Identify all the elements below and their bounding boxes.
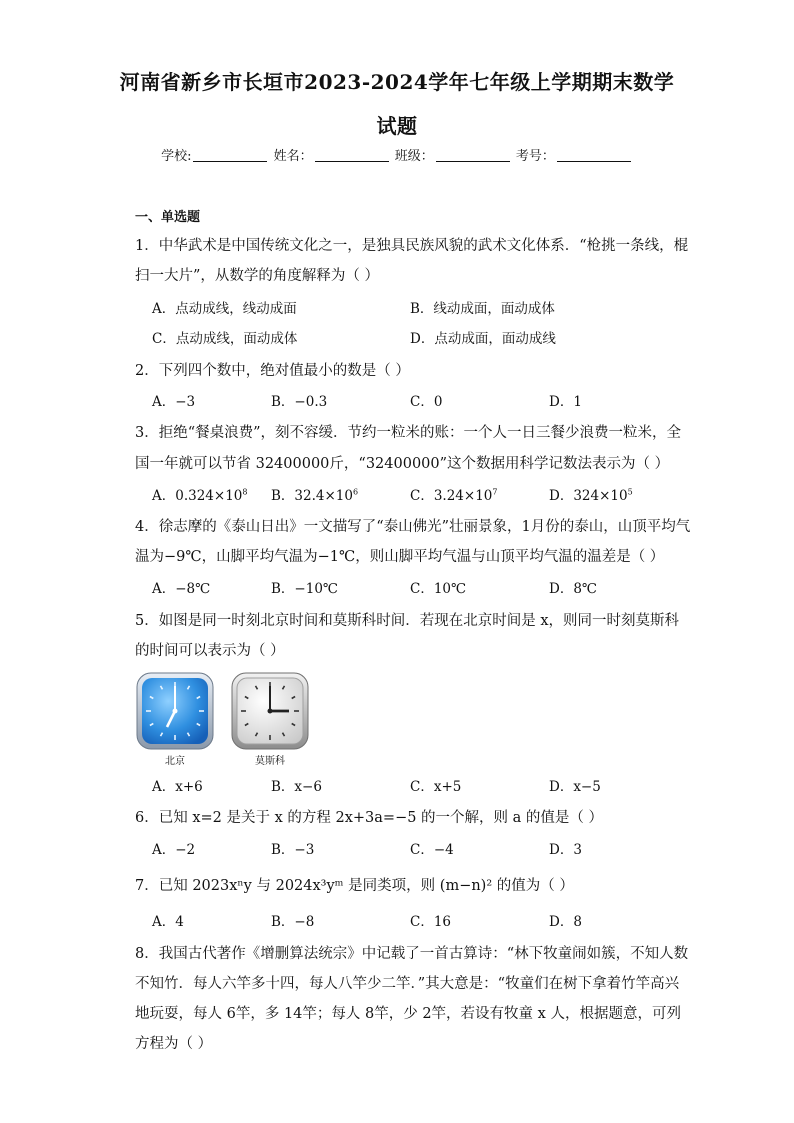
q1-option-a: A．点动成线，线动成面 <box>152 301 297 317</box>
question-1-line-2: 扫一大片”，从数学的角度解释为（ ） <box>135 268 380 284</box>
question-3-line-2: 国一年就可以节省 32400000斤，“32400000”这个数据用科学记数法表示为（ ） <box>135 456 670 472</box>
clock-icon <box>231 672 309 750</box>
q4-option-d: D．8℃ <box>549 581 598 597</box>
q6-option-b: B．−3 <box>271 842 315 858</box>
question-8-line-2: 不知竹．每人六竿多十四，每人八竿少二竿．”其大意是：“牧童们在树下拿着竹竿高兴 <box>135 976 680 992</box>
q4-option-c: C．10℃ <box>410 581 467 597</box>
q1-option-d: D．点动成面，面动成线 <box>410 331 556 347</box>
question-1-line-1: 1．中华武术是中国传统文化之一，是独具民族风貌的武术文化体系．“枪挑一条线，棍 <box>135 238 689 254</box>
id-label: 考号： <box>515 149 555 164</box>
q3-option-a: A．$0.324\times 10^8$ <box>152 487 248 504</box>
school-label: 学校: <box>161 149 192 164</box>
school-blank <box>193 149 267 162</box>
page-title-line2: 试题 <box>376 114 418 138</box>
q4-option-a: A．−8℃ <box>152 581 211 597</box>
q3-option-c: C．$3.24\times 10^7$ <box>410 487 498 504</box>
q5-option-a: A．x+6 <box>152 779 203 795</box>
name-label: 姓名： <box>273 149 313 164</box>
q7-option-c: C．16 <box>410 914 452 930</box>
q6-option-a: A．−2 <box>152 842 196 858</box>
q6-option-c: C．−4 <box>410 842 454 858</box>
student-info-row <box>0 145 794 164</box>
q2-option-a: A．−3 <box>152 394 196 410</box>
section-heading: 一、单选题 <box>135 210 201 225</box>
question-8-line-4: 方程为（ ） <box>135 1036 213 1052</box>
question-5-line-2: 的时间可以表示为（ ） <box>135 643 285 659</box>
page-title-line1: 河南省新乡市长垣市2023-2024学年七年级上学期期末数学 <box>119 70 675 94</box>
question-7-line-1: 7．已知 2023xⁿy 与 2024x³yᵐ 是同类项，则 (m−n)² 的值为（ ） <box>135 878 574 894</box>
question-4-line-1: 4．徐志摩的《泰山日出》一文描写了“泰山佛光”壮丽景象，1月份的泰山，山顶平均气 <box>135 519 691 535</box>
moscow-clock-image <box>231 672 309 750</box>
q1-option-c: C．点动成线，面动成体 <box>152 331 298 347</box>
q2-option-d: D．1 <box>549 394 582 410</box>
q2-option-c: C．0 <box>410 394 443 410</box>
q3-option-b: B．$32.4\times 10^6$ <box>271 487 359 504</box>
q7-option-a: A．4 <box>152 914 184 930</box>
id-blank <box>557 149 631 162</box>
question-3-line-1: 3．拒绝“餐桌浪费”，刻不容缓．节约一粒米的账：一个人一日三餐少浪费一粒米，全 <box>135 425 682 441</box>
beijing-clock-image <box>136 672 214 750</box>
question-2-line-1: 2．下列四个数中，绝对值最小的数是（ ） <box>135 363 410 379</box>
q7-option-d: D．8 <box>549 914 582 930</box>
beijing-label: 北京 <box>165 756 185 767</box>
question-8-line-3: 地玩耍，每人 6竿，多 14竿；每人 8竿，少 2竿，若设有牧童 x 人，根据题意，可列 <box>135 1006 681 1022</box>
q1-option-b: B．线动成面，面动成体 <box>410 301 555 317</box>
question-8-line-1: 8．我国古代著作《增删算法统宗》中记载了一首古算诗：“林下牧童闹如簇，不知人数 <box>135 946 689 962</box>
class-label: 班级： <box>394 149 434 164</box>
q6-option-d: D．3 <box>549 842 582 858</box>
question-5-line-1: 5．如图是同一时刻北京时间和莫斯科时间．若现在北京时间是 x，则同一时刻莫斯科 <box>135 613 680 629</box>
class-blank <box>436 149 510 162</box>
name-blank <box>315 149 389 162</box>
question-4-line-2: 温为−9℃，山脚平均气温为−1℃，则山脚平均气温与山顶平均气温的温差是（ ） <box>135 549 665 565</box>
question-6-line-1: 6．已知 x=2 是关于 x 的方程 2x+3a=−5 的一个解，则 a 的值是（ ） <box>135 810 604 826</box>
q2-option-b: B．−0.3 <box>271 394 328 410</box>
q5-option-c: C．x+5 <box>410 779 462 795</box>
q7-option-b: B．−8 <box>271 914 315 930</box>
q5-option-b: B．x−6 <box>271 779 322 795</box>
q5-option-d: D．x−5 <box>549 779 601 795</box>
clock-icon <box>136 672 214 750</box>
q4-option-b: B．−10℃ <box>271 581 339 597</box>
moscow-label: 莫斯科 <box>255 756 285 767</box>
q3-option-d: D．$324\times 10^5$ <box>549 487 633 504</box>
